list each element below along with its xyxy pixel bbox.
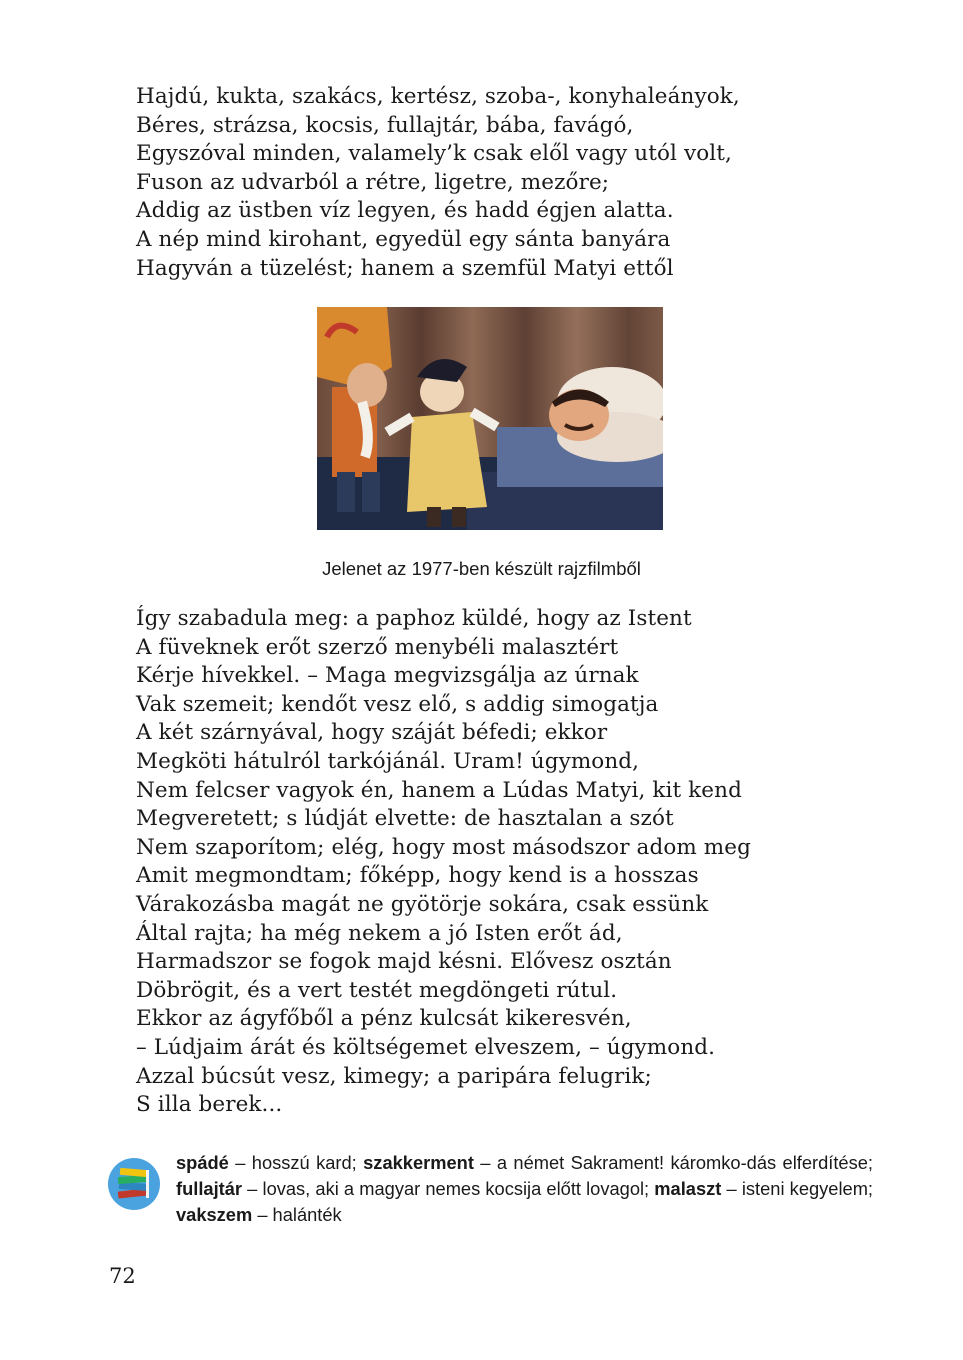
poem-line: Várakozásba magát ne gyötörje sokára, csak essünk — [136, 891, 709, 917]
poem-line: S illa berek... — [136, 1092, 283, 1118]
glossary-definition: – isteni kegyelem; — [721, 1178, 873, 1199]
glossary-term: fullajtár — [176, 1178, 243, 1199]
glossary-definition: – halánték — [252, 1204, 342, 1225]
poem-line: Azzal búcsút vesz, kimegy; a paripára felugrik; — [136, 1063, 652, 1089]
glossary-term: malaszt — [654, 1178, 722, 1199]
poem-line: Így szabadula meg: a paphoz küldé, hogy az Istent — [136, 606, 692, 631]
glossary-definition: – hosszú kard; — [228, 1152, 364, 1173]
glossary-definition: – lovas, aki a magyar nemes kocsija előtt lovagol; — [242, 1178, 655, 1199]
poem-line: Vak szemeit; kendőt vesz elő, s addig simogatja — [136, 691, 659, 717]
poem-line: Kérje hívekkel. – Maga megvizsgálja az úrnak — [136, 663, 639, 689]
poem-stanza-1 — [136, 83, 856, 283]
poem-line: Megveretett; s lúdját elvette: de hasztalan a szót — [136, 806, 674, 832]
glossary-term: szakkerment — [363, 1152, 474, 1173]
poem-line: Egyszóval minden, valamely’k csak elől vagy utól volt, — [136, 141, 732, 167]
poem-line: Addig az üstben víz legyen, és hadd égjen alatta. — [136, 198, 674, 224]
poem-line: A két szárnyával, hogy száját béfedi; ekkor — [136, 720, 608, 746]
poem-line: Nem felcser vagyok én, hanem a Lúdas Matyi, kit kend — [136, 777, 742, 803]
poem-line: Által rajta; ha még nekem a jó Isten erőt ád, — [136, 920, 623, 946]
poem-line: Hagyván a tüzelést; hanem a szemfül Matyi ettől — [136, 255, 674, 281]
poem-line: Döbrögit, és a vert testét megdöngeti rútul. — [136, 977, 618, 1003]
glossary-term: spádé — [176, 1152, 229, 1173]
poem-line: Amit megmondtam; főképp, hogy kend is a hosszas — [136, 863, 699, 889]
glossary-definition: – a német Sakrament! káromko-dás elferdítése; — [473, 1152, 873, 1173]
poem-line: Nem szaporítom; elég, hogy most másodszor adom meg — [136, 834, 751, 860]
poem-line: Megköti hátulról tarkójánál. Uram! úgymond, — [136, 748, 640, 774]
books-icon — [106, 1156, 162, 1212]
poem-line: – Lúdjaim árát és költségemet elveszem, – úgymond. — [136, 1034, 716, 1060]
poem-stanza-2 — [136, 605, 856, 1120]
glossary-box — [176, 1150, 873, 1228]
poem-line: A füveknek erőt szerző menybéli malasztért — [136, 634, 619, 660]
poem-line: Harmadszor se fogok majd késni. Elővesz osztán — [136, 949, 672, 975]
poem-line: Béres, strázsa, kocsis, fullajtár, bába, favágó, — [136, 112, 634, 138]
poem-line: Fuson az udvarból a rétre, ligetre, mezőre; — [136, 169, 610, 195]
cartoon-illustration — [317, 307, 663, 530]
poem-line: Hajdú, kukta, szakács, kertész, szoba-, konyhaleányok, — [136, 84, 740, 109]
page-number: 72 — [109, 1264, 136, 1288]
poem-line: Ekkor az ágyfőből a pénz kulcsát kikeresvén, — [136, 1006, 632, 1032]
poem-line: A nép mind kirohant, egyedül egy sánta banyára — [136, 226, 671, 252]
glossary-term: vakszem — [176, 1204, 253, 1225]
image-caption: Jelenet az 1977-ben készült rajzfilmből — [322, 558, 641, 579]
